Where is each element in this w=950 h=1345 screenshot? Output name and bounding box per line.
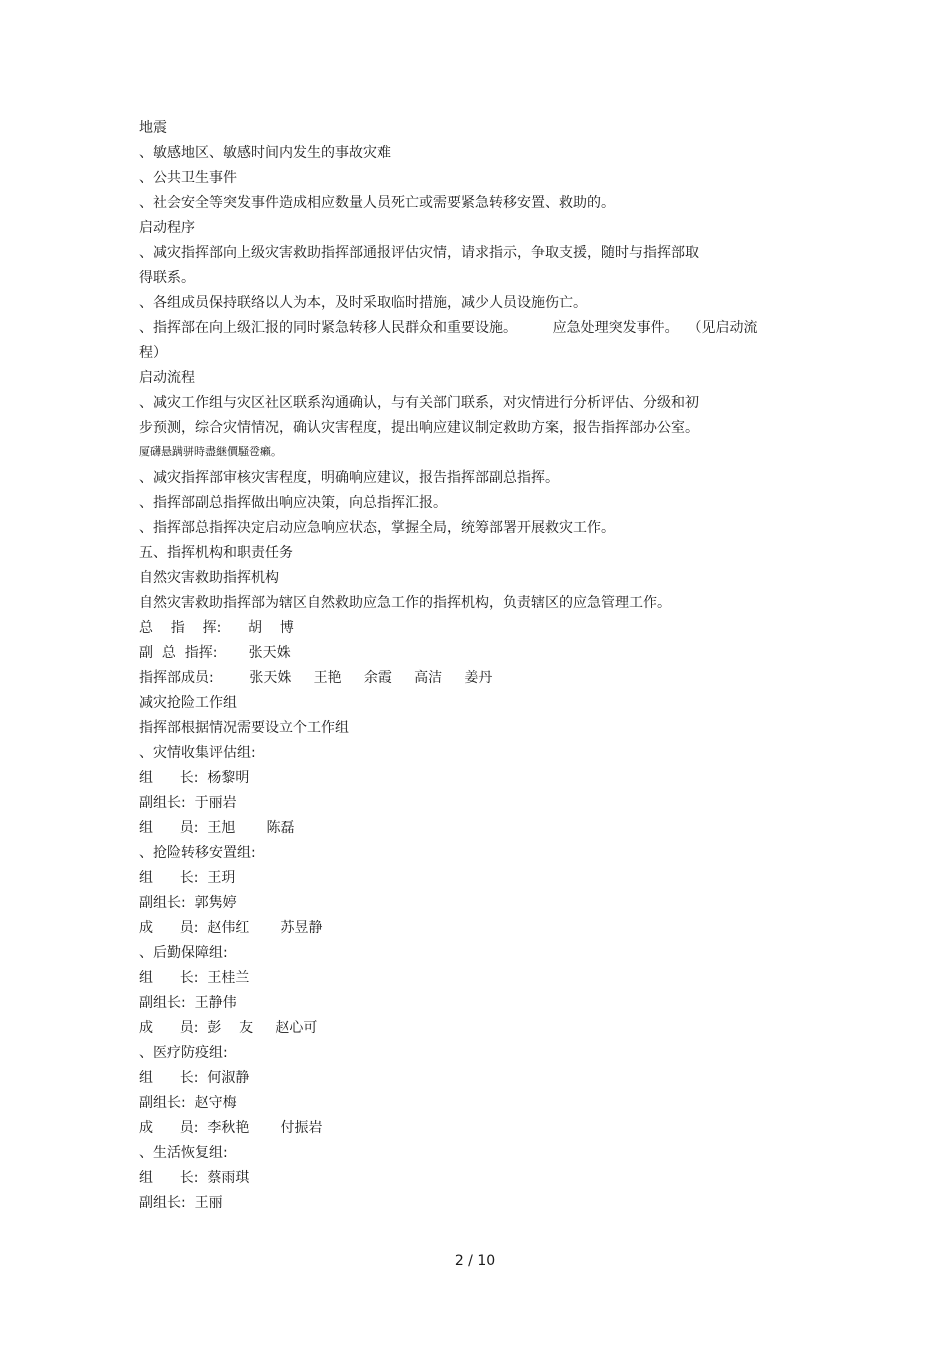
- section-heading: 自然灾害救助指挥机构: [139, 570, 279, 586]
- section-heading: 五、指挥机构和职责任务: [139, 545, 293, 561]
- page-number: 2 / 10: [454, 1253, 496, 1269]
- text-line: 副组长: 王丽: [139, 1195, 223, 1211]
- section-heading: 启动流程: [139, 370, 195, 386]
- text-line: 成 员: 彭 友 赵心可: [139, 1020, 318, 1036]
- text-line: 指挥部根据情况需要设立个工作组: [139, 720, 349, 736]
- section-heading: 减灾抢险工作组: [139, 695, 237, 711]
- text-line: 、指挥部副总指挥做出响应决策，向总指挥汇报。: [139, 495, 447, 511]
- text-line-small: 厦礴悬蹒骈時盡継價騒卺癩。: [139, 445, 282, 458]
- text-line: 组 长: 蔡雨琪: [139, 1170, 250, 1186]
- text-line: 程）: [139, 345, 167, 361]
- text-line: 、敏感地区、敏感时间内发生的事故灾难: [139, 145, 391, 161]
- text-line: 总 指 挥: 胡 博: [139, 620, 294, 636]
- text-line: 成 员: 李秋艳 付振岩: [139, 1120, 323, 1136]
- text-line: 组 长: 何淑静: [139, 1070, 250, 1086]
- text-line: 、指挥部总指挥决定启动应急响应状态，掌握全局，统筹部署开展救灾工作。: [139, 520, 615, 536]
- text-line: 、减灾指挥部向上级灾害救助指挥部通报评估灾情，请求指示，争取支援，随时与指挥部取: [139, 245, 699, 261]
- text-line: 自然灾害救助指挥部为辖区自然救助应急工作的指挥机构，负责辖区的应急管理工作。: [139, 595, 671, 611]
- text-line: 副组长: 郭隽婷: [139, 895, 237, 911]
- text-line: 成 员: 赵伟红 苏昱静: [139, 920, 323, 936]
- text-line: 步预测，综合灾情情况，确认灾害程度，提出响应建议制定救助方案，报告指挥部办公室。: [139, 420, 699, 436]
- group-heading: 、生活恢复组:: [139, 1145, 228, 1161]
- text-line: 组 长: 王玥: [139, 870, 236, 886]
- text-line: 组 员: 王旭 陈磊: [139, 820, 295, 836]
- text-line: 、社会安全等突发事件造成相应数量人员死亡或需要紧急转移安置、救助的。: [139, 195, 615, 211]
- text-line: 副组长: 王静伟: [139, 995, 237, 1011]
- text-line: 得联系。: [139, 270, 195, 286]
- text-line: 、减灾工作组与灾区社区联系沟通确认，与有关部门联系，对灾情进行分析评估、分级和初: [139, 395, 699, 411]
- group-heading: 、抢险转移安置组:: [139, 845, 256, 861]
- text-line: 、减灾指挥部审核灾害程度，明确响应建议，报告指挥部副总指挥。: [139, 470, 559, 486]
- text-line: 副组长: 于丽岩: [139, 795, 237, 811]
- text-line: 指挥部成员: 张天姝 王艳 余霞 高洁 姜丹: [139, 670, 493, 686]
- text-line: 、各组成员保持联络以人为本，及时采取临时措施，减少人员设施伤亡。: [139, 295, 587, 311]
- group-heading: 、后勤保障组:: [139, 945, 228, 961]
- text-line: 地震: [139, 120, 167, 136]
- section-heading: 启动程序: [139, 220, 195, 236]
- text-line: 组 长: 杨黎明: [139, 770, 250, 786]
- text-line: 组 长: 王桂兰: [139, 970, 250, 986]
- group-heading: 、灾情收集评估组:: [139, 745, 256, 761]
- text-line: 副 总 指挥: 张天姝: [139, 645, 291, 661]
- text-line: 、指挥部在向上级汇报的同时紧急转移人民群众和重要设施。 应急处理突发事件。 （见启动流: [139, 320, 758, 336]
- text-line: 、公共卫生事件: [139, 170, 237, 186]
- text-line: 副组长: 赵守梅: [139, 1095, 237, 1111]
- group-heading: 、医疗防疫组:: [139, 1045, 228, 1061]
